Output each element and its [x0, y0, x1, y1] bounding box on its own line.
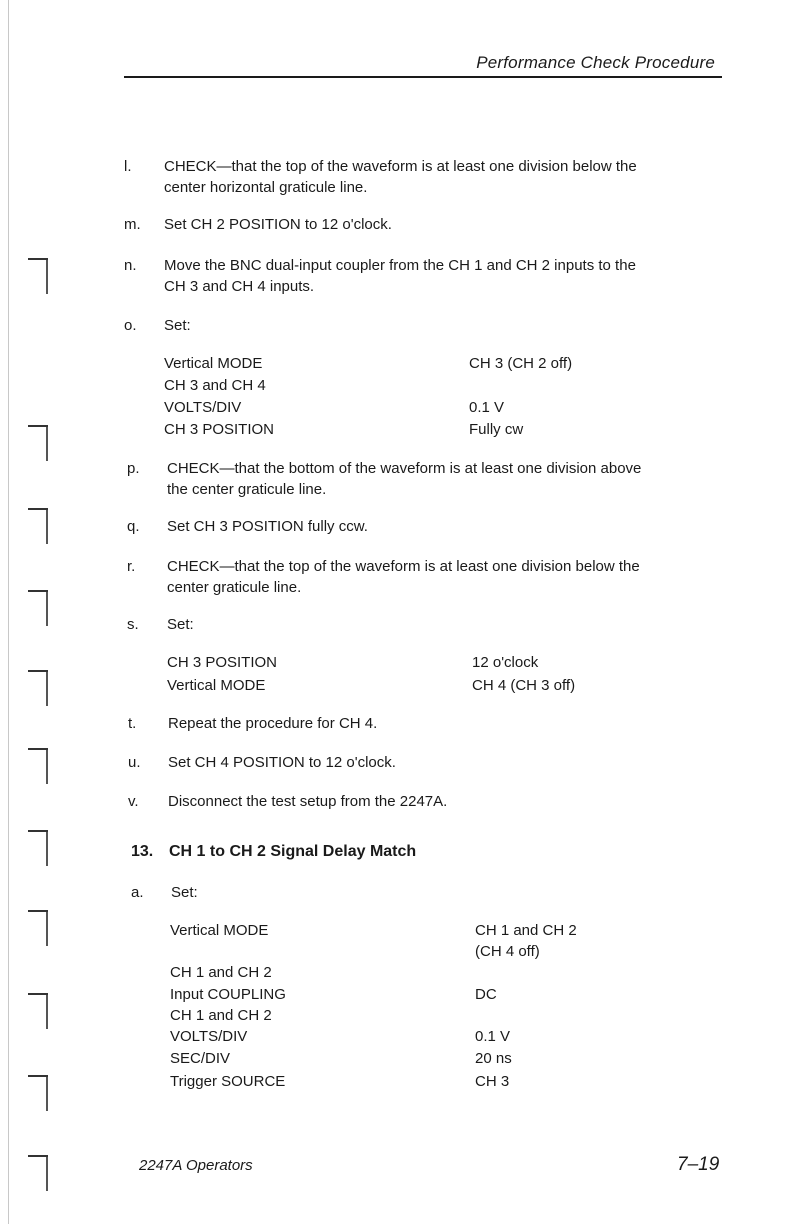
- step-r: r. CHECK—that the top of the waveform is at least one division below the center graticule line.: [127, 558, 640, 596]
- binding-mark: [28, 910, 48, 912]
- binding-mark: [28, 670, 48, 672]
- step-s: s. Set:: [127, 616, 194, 633]
- page-number: 7–19: [677, 1154, 720, 1175]
- setting-row: Vertical MODE CH 1 and CH 2: [170, 922, 577, 939]
- binding-mark: [28, 1155, 48, 1157]
- binding-mark: [28, 425, 48, 427]
- setting-row: VOLTS/DIV 0.1 V: [164, 399, 505, 416]
- binding-mark: [28, 508, 48, 510]
- footer-manual-title: 2247A Operators: [139, 1157, 253, 1174]
- binding-mark: [28, 748, 48, 750]
- binding-mark: [28, 1075, 48, 1077]
- setting-row: CH 3 POSITION Fully cw: [164, 421, 524, 438]
- binding-edge: [8, 0, 9, 1224]
- step-o: o. Set:: [124, 317, 191, 334]
- step-m: m. Set CH 2 POSITION to 12 o'clock.: [124, 216, 392, 233]
- setting-row: VOLTS/DIV 0.1 V: [170, 1028, 511, 1045]
- step-t: t. Repeat the procedure for CH 4.: [128, 715, 378, 732]
- setting-row: CH 1 and CH 2: [170, 964, 272, 981]
- setting-row: Vertical MODE CH 4 (CH 3 off): [167, 677, 576, 694]
- header-rule: [124, 76, 722, 78]
- page-header-title: Performance Check Procedure: [476, 53, 715, 72]
- step-l: l. CHECK—that the top of the waveform is at least one division below the center horizontal graticule line.: [124, 158, 637, 196]
- setting-row: (CH 4 off): [475, 943, 540, 960]
- step-q: q. Set CH 3 POSITION fully ccw.: [127, 518, 368, 535]
- setting-row: CH 3 POSITION 12 o'clock: [167, 654, 539, 671]
- step-u: u. Set CH 4 POSITION to 12 o'clock.: [128, 754, 396, 771]
- binding-mark: [28, 830, 48, 832]
- setting-row: Trigger SOURCE CH 3: [170, 1073, 510, 1090]
- binding-mark: [28, 258, 48, 260]
- setting-row: Vertical MODE CH 3 (CH 2 off): [164, 355, 573, 372]
- setting-row: SEC/DIV 20 ns: [170, 1050, 512, 1067]
- setting-row: Input COUPLING DC: [170, 986, 497, 1003]
- step-n: n. Move the BNC dual-input coupler from the CH 1 and CH 2 inputs to the CH 3 and CH 4 inputs.: [124, 257, 636, 295]
- step-v: v. Disconnect the test setup from the 2247A.: [128, 793, 448, 810]
- step-p: p. CHECK—that the bottom of the waveform is at least one division above the center graticule line.: [127, 460, 642, 498]
- step-a: a. Set:: [131, 884, 198, 901]
- binding-mark: [28, 590, 48, 592]
- section-heading: 13. CH 1 to CH 2 Signal Delay Match: [131, 843, 417, 860]
- setting-row: CH 1 and CH 2: [170, 1007, 272, 1024]
- setting-row: CH 3 and CH 4: [164, 377, 266, 394]
- binding-mark: [28, 993, 48, 995]
